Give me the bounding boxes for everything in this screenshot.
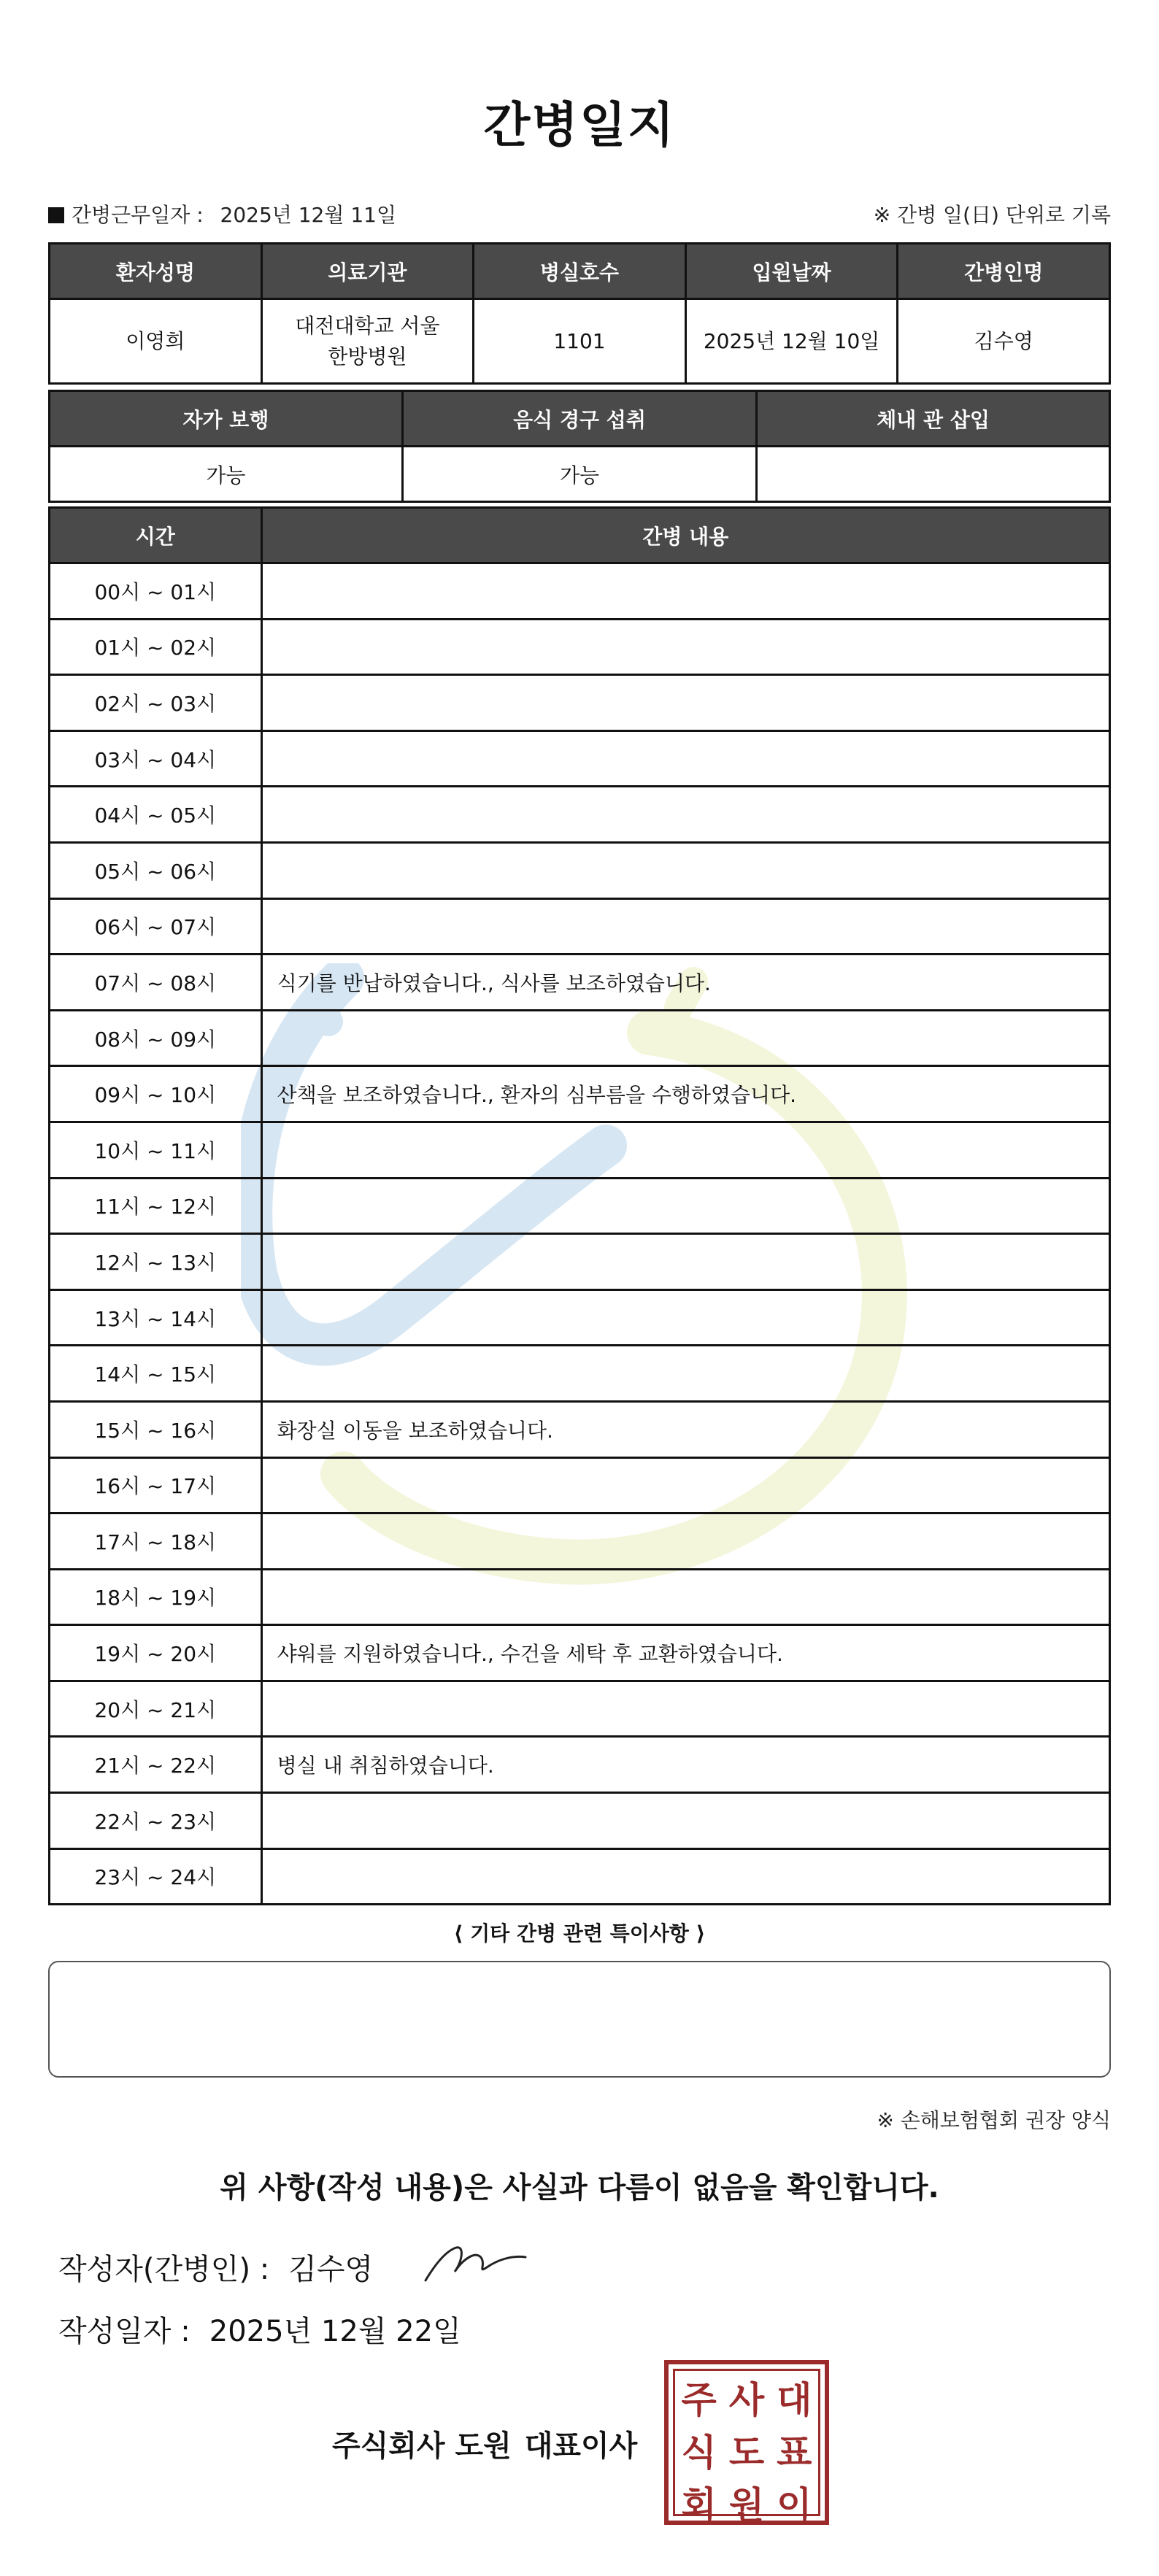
status-value-row <box>50 447 1110 502</box>
table-row <box>50 1848 1110 1905</box>
admission-date: 2025년 12월 10일 <box>685 299 898 384</box>
care-content <box>261 1513 1109 1570</box>
header-caregiver-name: 간병인명 <box>898 244 1110 299</box>
seal-character: 표 <box>777 2432 812 2474</box>
table-row <box>50 1346 1110 1402</box>
seal-characters <box>673 2369 820 2526</box>
time-slot: 21시 ~ 22시 <box>50 1737 262 1793</box>
care-log-table <box>48 506 1111 1905</box>
confirmation-statement: 위 사항(작성 내용)은 사실과 다름이 없음을 확인합니다. <box>220 2171 939 2205</box>
table-row <box>50 730 1110 787</box>
table-row <box>50 1289 1110 1346</box>
table-row <box>50 563 1110 620</box>
written-date-label: 작성일자 : <box>58 2315 190 2348</box>
care-content: 식기를 반납하였습니다., 식사를 보조하였습니다. <box>261 955 1109 1011</box>
care-content <box>261 1010 1109 1066</box>
time-slot: 12시 ~ 13시 <box>50 1234 262 1290</box>
institution: 대전대학교 서울한방병원 <box>261 299 474 384</box>
writer-label: 작성자(간병인) : <box>58 2253 270 2286</box>
time-slot: 02시 ~ 03시 <box>50 675 262 731</box>
care-content <box>261 898 1109 955</box>
time-slot: 14시 ~ 15시 <box>50 1346 262 1402</box>
time-slot: 13시 ~ 14시 <box>50 1289 262 1346</box>
care-content <box>261 787 1109 843</box>
tube-insertion-value <box>757 447 1110 502</box>
square-bullet-icon <box>48 207 64 223</box>
table-row <box>50 1010 1110 1066</box>
time-slot: 00시 ~ 01시 <box>50 563 262 620</box>
table-row <box>50 619 1110 675</box>
other-notes-box <box>48 1961 1111 2078</box>
table-row <box>50 1122 1110 1178</box>
header-care-content: 간병 내용 <box>261 508 1109 563</box>
company-seal <box>664 2360 829 2525</box>
time-slot: 11시 ~ 12시 <box>50 1178 262 1234</box>
care-table-body <box>50 563 1110 1905</box>
time-slot: 20시 ~ 21시 <box>50 1681 262 1737</box>
care-content: 산책을 보조하였습니다., 환자의 심부름을 수행하였습니다. <box>261 1066 1109 1122</box>
caregiver-name: 김수영 <box>898 299 1110 384</box>
table-row <box>50 898 1110 955</box>
table-row <box>50 842 1110 898</box>
time-slot: 16시 ~ 17시 <box>50 1457 262 1513</box>
care-content: 화장실 이동을 보조하였습니다. <box>261 1401 1109 1457</box>
company-signature <box>332 2423 637 2464</box>
header-tube-insertion: 체내 관 삽입 <box>757 391 1110 447</box>
time-slot: 10시 ~ 11시 <box>50 1122 262 1178</box>
time-slot: 06시 ~ 07시 <box>50 898 262 955</box>
time-slot: 15시 ~ 16시 <box>50 1401 262 1457</box>
header-self-walking: 자가 보행 <box>50 391 403 447</box>
care-content <box>261 1793 1109 1849</box>
seal-character: 이 <box>777 2484 812 2526</box>
work-date <box>48 199 396 228</box>
care-content <box>261 1569 1109 1625</box>
table-row <box>50 1401 1110 1457</box>
seal-character: 사 <box>728 2379 765 2421</box>
handwritten-signature <box>420 2237 529 2288</box>
table-row <box>50 1234 1110 1290</box>
care-content <box>261 730 1109 787</box>
representative-title: 대표이사 <box>524 2429 638 2463</box>
care-content <box>261 563 1109 620</box>
header-time: 시간 <box>50 508 262 563</box>
written-date-line <box>58 2308 461 2350</box>
table-row <box>50 1681 1110 1737</box>
table-row <box>50 1178 1110 1234</box>
time-slot: 08시 ~ 09시 <box>50 1010 262 1066</box>
work-date-label: 간병근무일자 : <box>72 203 204 227</box>
document-title: 간병일지 <box>483 97 676 153</box>
care-header-row <box>50 508 1110 563</box>
table-row <box>50 1066 1110 1122</box>
care-content <box>261 1457 1109 1513</box>
time-slot: 04시 ~ 05시 <box>50 787 262 843</box>
care-content <box>261 1289 1109 1346</box>
written-date: 2025년 12월 22일 <box>209 2315 461 2348</box>
table-row <box>50 1793 1110 1849</box>
time-slot: 17시 ~ 18시 <box>50 1513 262 1570</box>
header-patient-name: 환자성명 <box>50 244 262 299</box>
header-admission-date: 입원날짜 <box>685 244 898 299</box>
care-content <box>261 675 1109 731</box>
time-slot: 03시 ~ 04시 <box>50 730 262 787</box>
time-slot: 23시 ~ 24시 <box>50 1848 262 1905</box>
seal-character: 원 <box>728 2484 765 2526</box>
patient-name: 이영희 <box>50 299 262 384</box>
table-row <box>50 1569 1110 1625</box>
time-slot: 18시 ~ 19시 <box>50 1569 262 1625</box>
table-row <box>50 1625 1110 1681</box>
table-row <box>50 787 1110 843</box>
other-notes-title: ⟨ 기타 간병 관련 특이사항 ⟩ <box>453 1921 706 1946</box>
room-number: 1101 <box>474 299 686 384</box>
work-date-value: 2025년 12월 11일 <box>220 203 396 227</box>
header-institution: 의료기관 <box>261 244 474 299</box>
time-slot: 05시 ~ 06시 <box>50 842 262 898</box>
table-row <box>50 675 1110 731</box>
care-content: 병실 내 취침하였습니다. <box>261 1737 1109 1793</box>
seal-character: 식 <box>681 2432 717 2474</box>
patient-value-row <box>50 299 1110 384</box>
care-content: 샤워를 지원하였습니다., 수건을 세탁 후 교환하였습니다. <box>261 1625 1109 1681</box>
care-content <box>261 619 1109 675</box>
care-content <box>261 1178 1109 1234</box>
writer-name: 김수영 <box>288 2253 374 2286</box>
table-row <box>50 1457 1110 1513</box>
care-content <box>261 1681 1109 1737</box>
seal-character: 대 <box>777 2379 812 2421</box>
recommend-note: ※ 손해보험협회 권장 양식 <box>877 2108 1111 2132</box>
care-content <box>261 1848 1109 1905</box>
company-name: 주식회사 도원 <box>332 2429 512 2463</box>
header-oral-intake: 음식 경구 섭취 <box>402 391 756 447</box>
care-content <box>261 1122 1109 1178</box>
time-slot: 07시 ~ 08시 <box>50 955 262 1011</box>
table-row <box>50 1737 1110 1793</box>
status-header-row <box>50 391 1110 447</box>
time-slot: 22시 ~ 23시 <box>50 1793 262 1849</box>
table-row <box>50 955 1110 1011</box>
patient-status-table <box>48 390 1111 503</box>
time-slot: 19시 ~ 20시 <box>50 1625 262 1681</box>
seal-character: 도 <box>728 2432 765 2474</box>
oral-intake-value: 가능 <box>402 447 756 502</box>
seal-character: 주 <box>681 2379 717 2421</box>
care-content <box>261 1234 1109 1290</box>
unit-note: ※ 간병 일(日) 단위로 기록 <box>873 203 1111 227</box>
patient-info-table <box>48 242 1111 385</box>
self-walking-value: 가능 <box>50 447 403 502</box>
time-slot: 09시 ~ 10시 <box>50 1066 262 1122</box>
writer-line <box>58 2246 373 2288</box>
seal-character: 회 <box>681 2484 717 2526</box>
patient-header-row <box>50 244 1110 299</box>
header-room-number: 병실호수 <box>474 244 686 299</box>
care-content <box>261 1346 1109 1402</box>
care-content <box>261 842 1109 898</box>
table-row <box>50 1513 1110 1570</box>
time-slot: 01시 ~ 02시 <box>50 619 262 675</box>
